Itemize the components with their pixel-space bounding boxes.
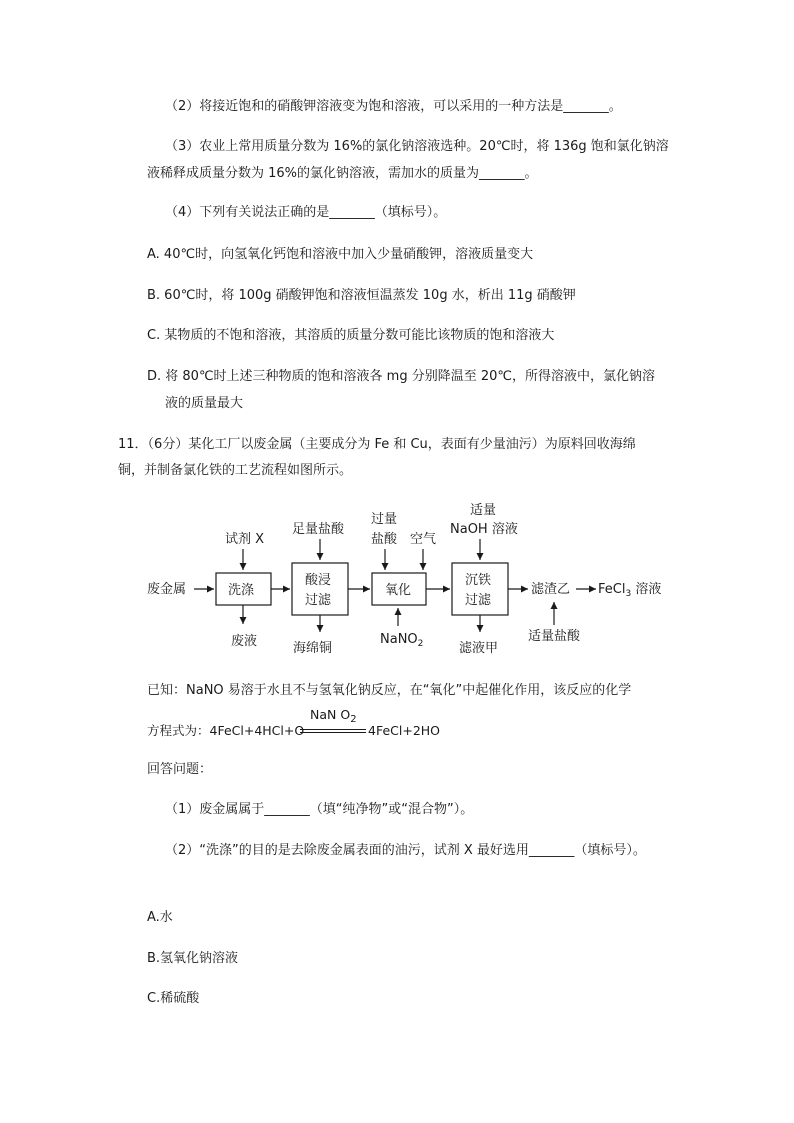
option-d-line2: 液的质量最大: [165, 396, 244, 411]
equation-catalyst: NaN $O_2$: [310, 707, 357, 725]
reagent-hcl-label: 盐酸: [371, 532, 398, 547]
filtrate-a-label: 滤液甲: [459, 641, 499, 656]
acid-leach-label-2: 过滤: [305, 593, 332, 608]
option-b: B. 60℃时，将 100g 硝酸钾饱和溶液恒温蒸发 10g 水，析出 11g 硝酸钾: [147, 288, 576, 303]
equation-arrow-line-top: [300, 729, 366, 730]
equation-prefix: 方程式为：4FeCl+4HCl+O: [147, 723, 305, 738]
question-2: （2）将接近饱和的硝酸钾溶液变为饱和溶液，可以采用的一种方法是_______。: [165, 99, 622, 114]
acid-leach-label-1: 酸浸: [305, 573, 332, 588]
known-info-line1: 已知：NaNO 易溶于水且不与氢氧化钠反应，在“氧化”中起催化作用，该反应的化学: [147, 683, 632, 698]
catalyst-label: NaNO$_2$: [380, 632, 424, 649]
reagent-hcl-appropriate-label: 适量盐酸: [528, 629, 581, 644]
precipitation-label-1: 沉铁: [465, 573, 492, 588]
wash-box-label: 洗涤: [228, 583, 255, 598]
option-d-line1: D. 将 80℃时上述三种物质的饱和溶液各 mg 分别降温至 20℃，所得溶液中，氯化钠溶: [147, 369, 656, 384]
reagent-excess-label: 过量: [371, 512, 398, 527]
process-flow-diagram: [130, 500, 690, 665]
sponge-copper-label: 海绵铜: [293, 641, 333, 656]
equation-suffix: 4FeCl+2HO: [368, 723, 441, 738]
reagent-air-label: 空气: [410, 532, 437, 547]
question-3-line2: 液稀释成质量分数为 16%的氯化钠溶液，需加水的质量为_______。: [147, 166, 538, 181]
choice-c: C.稀硫酸: [147, 991, 200, 1006]
residue-b-label: 滤渣乙: [531, 582, 571, 597]
question-11-line2: 铜，并制备氯化铁的工艺流程如图所示。: [118, 463, 353, 478]
subquestion-1: （1）废金属属于_______（填“纯净物”或“混合物”）。: [165, 802, 474, 817]
choice-b: B.氢氧化钠溶液: [147, 951, 239, 966]
option-a: A. 40℃时，向氢氧化钙饱和溶液中加入少量硝酸钾，溶液质量变大: [147, 247, 534, 262]
reagent-naoh-label: NaOH 溶液: [450, 522, 518, 537]
precipitation-label-2: 过滤: [465, 593, 492, 608]
reagent-x-label: 试剂 X: [225, 532, 265, 547]
answer-prompt: 回答问题：: [147, 762, 213, 777]
question-11-line1: 11．（6分）某化工厂以废金属（主要成分为 Fe 和 Cu，表面有少量油污）为原料回收海绵: [118, 437, 636, 452]
equation-arrow-line-bottom: [300, 732, 366, 733]
question-3-line1: （3）农业上常用质量分数为 16%的氯化钠溶液选种。20℃时，将 136g 饱和氯化钠溶: [165, 139, 669, 154]
reagent-hcl-excess-label: 足量盐酸: [292, 522, 345, 537]
option-c: C. 某物质的不饱和溶液，其溶质的质量分数可能比该物质的饱和溶液大: [147, 328, 555, 343]
subquestion-2: （2）“洗涤”的目的是去除废金属表面的油污，试剂 X 最好选用_______（填标号）。: [165, 843, 646, 858]
oxidation-box-label: 氧化: [385, 583, 412, 598]
question-4: （4）下列有关说法正确的是_______（填标号）。: [165, 205, 447, 220]
waste-liquid-label: 废液: [231, 634, 258, 649]
choice-a: A.水: [147, 910, 173, 925]
reagent-appropriate-label: 适量: [470, 503, 497, 518]
flow-input-label: 废金属: [147, 582, 187, 597]
product-label: FeCl$_3$ 溶液: [598, 582, 662, 599]
